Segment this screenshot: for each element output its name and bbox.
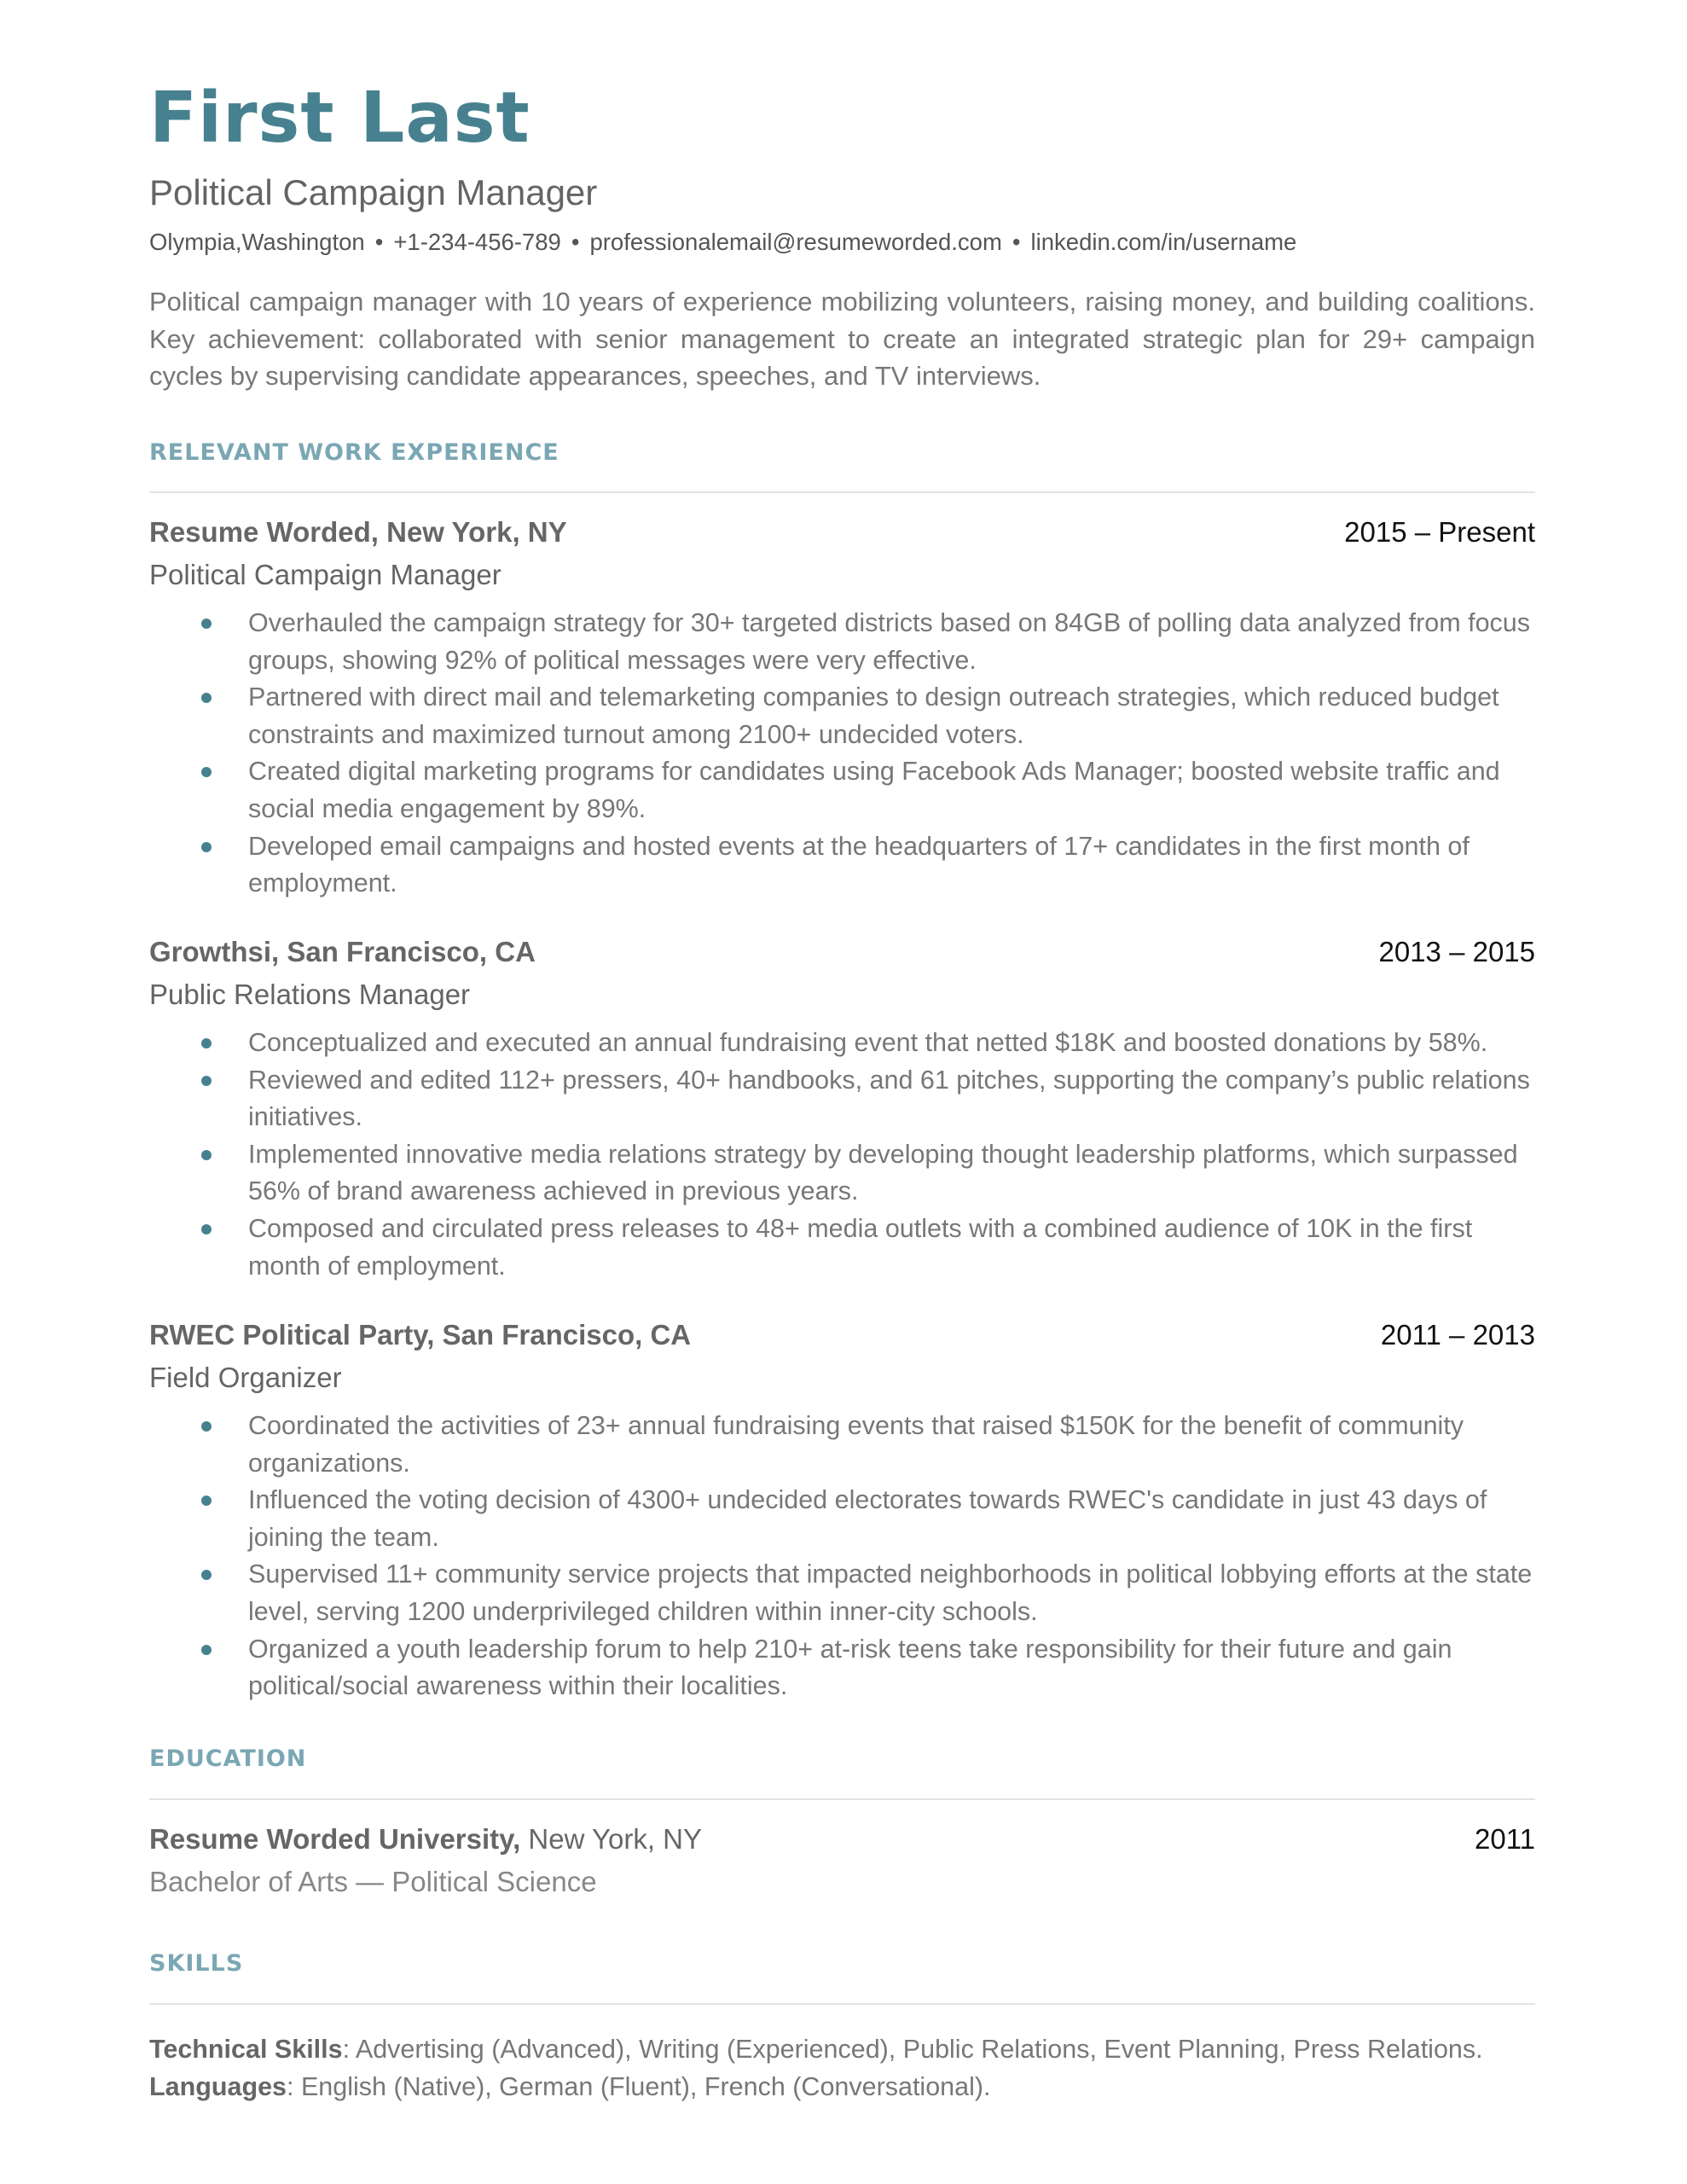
bullet-item xyxy=(149,605,1535,679)
job-header xyxy=(149,516,1535,554)
job-company: Growthsi, San Francisco, CA xyxy=(149,936,536,967)
skills-technical xyxy=(149,2030,1535,2068)
job-title: Field Organizer xyxy=(149,1362,342,1393)
separator-dot: • xyxy=(1012,229,1021,255)
job-dates: 2011 – 2013 xyxy=(1380,1319,1535,1350)
job-bullets xyxy=(149,605,1535,903)
job-dates: 2015 – Present xyxy=(1344,516,1535,548)
section-divider xyxy=(149,491,1535,493)
bullet-dot-icon xyxy=(201,1421,212,1432)
bullet-item xyxy=(149,1062,1535,1136)
separator-dot: • xyxy=(374,229,384,255)
bullet-text: Implemented innovative media relations strategy by developing thought leadership platforms, which surpassed 56% of brand awareness achieved in previous years. xyxy=(248,1139,1518,1206)
section-heading-education: EDUCATION xyxy=(149,1745,307,1772)
skills-block xyxy=(149,2030,1535,2106)
education-year: 2011 xyxy=(1475,1823,1535,1855)
bullet-text: Composed and circulated press releases to 48+ media outlets with a combined audience of 10K in the first month of employment. xyxy=(248,1213,1473,1281)
candidate-name: First Last xyxy=(149,78,530,159)
education-school-line xyxy=(149,1823,702,1856)
bullet-text: Conceptualized and executed an annual fundraising event that netted $18K and boosted donations by 58%. xyxy=(248,1028,1488,1057)
bullet-text: Coordinated the activities of 23+ annual fundraising events that raised $150K for the benefit of community organizations. xyxy=(248,1411,1464,1478)
bullet-item xyxy=(149,1025,1535,1062)
bullet-item xyxy=(149,1556,1535,1630)
contact-location: Olympia,Washington xyxy=(149,229,365,255)
bullet-item xyxy=(149,1482,1535,1556)
job-company: RWEC Political Party, San Francisco, CA xyxy=(149,1319,692,1350)
contact-email[interactable]: professionalemail@resumeworded.com xyxy=(589,229,1002,255)
bullet-text: Reviewed and edited 112+ pressers, 40+ handbooks, and 61 pitches, supporting the company’s public relations initiatives. xyxy=(248,1065,1530,1132)
job-bullets xyxy=(149,1408,1535,1705)
bullet-dot-icon xyxy=(201,1496,212,1506)
education-school: Resume Worded University, xyxy=(149,1823,521,1855)
bullet-text: Created digital marketing programs for candidates using Facebook Ads Manager; boosted website traffic and social media engagement by 89%. xyxy=(248,757,1500,823)
bullet-text: Organized a youth leadership forum to help 210+ at-risk teens take responsibility for their future and gain political/social awareness within their localities. xyxy=(248,1634,1452,1701)
job-entry xyxy=(149,936,1535,1285)
bullet-text: Developed email campaigns and hosted events at the headquarters of 17+ candidates in the first month of employment. xyxy=(248,831,1470,898)
bullet-dot-icon xyxy=(201,619,212,629)
job-dates: 2013 – 2015 xyxy=(1378,936,1535,967)
summary-paragraph: Political campaign manager with 10 years of experience mobilizing volunteers, raising money, and building coalitions. Key achievement: collaborated with senior management to create an integrated strategic plan for 29+ campaign cycles by supervising candidate appearances, speeches, and TV interviews. xyxy=(149,287,1535,392)
section-heading-experience: RELEVANT WORK EXPERIENCE xyxy=(149,439,559,466)
job-entry xyxy=(149,516,1535,903)
bullet-item xyxy=(149,1211,1535,1285)
job-header xyxy=(149,936,1535,973)
skills-languages-value: : English (Native), German (Fluent), French (Conversational). xyxy=(287,2072,991,2101)
separator-dot: • xyxy=(571,229,580,255)
education-degree: Bachelor of Arts — Political Science xyxy=(149,1866,597,1897)
bullet-item xyxy=(149,1136,1535,1211)
bullet-dot-icon xyxy=(201,1570,212,1580)
bullet-dot-icon xyxy=(201,1076,212,1086)
contact-line xyxy=(149,228,1296,256)
bullet-dot-icon xyxy=(201,1224,212,1234)
job-title: Public Relations Manager xyxy=(149,979,471,1010)
bullet-text: Partnered with direct mail and telemarketing companies to design outreach strategies, which reduced budget constraints and maximized turnout among 2100+ undecided voters. xyxy=(248,682,1499,749)
skills-technical-value: : Advertising (Advanced), Writing (Experienced), Public Relations, Event Planning, Press Relations. xyxy=(342,2035,1483,2064)
contact-linkedin[interactable]: linkedin.com/in/username xyxy=(1030,229,1297,255)
job-entry xyxy=(149,1319,1535,1705)
job-company: Resume Worded, New York, NY xyxy=(149,516,567,548)
bullet-item xyxy=(149,828,1535,903)
skills-technical-label: Technical Skills xyxy=(149,2035,343,2064)
bullet-dot-icon xyxy=(201,1645,212,1655)
section-divider xyxy=(149,2003,1535,2005)
bullet-item xyxy=(149,1408,1535,1482)
bullet-dot-icon xyxy=(201,767,212,777)
bullet-dot-icon xyxy=(201,842,212,852)
job-header xyxy=(149,1319,1535,1356)
bullet-dot-icon xyxy=(201,1150,212,1160)
job-title: Political Campaign Manager xyxy=(149,559,501,590)
section-heading-skills: SKILLS xyxy=(149,1950,244,1977)
education-entry xyxy=(149,1823,1535,1903)
skills-languages-label: Languages xyxy=(149,2072,287,2101)
education-location: New York, NY xyxy=(520,1823,703,1855)
bullet-text: Overhauled the campaign strategy for 30+ targeted districts based on 84GB of polling data analyzed from focus groups, showing 92% of political messages were very effective. xyxy=(248,608,1531,675)
bullet-text: Supervised 11+ community service projects that impacted neighborhoods in political lobbying efforts at the state level, serving 1200 underprivileged children within inner-city schools. xyxy=(248,1560,1533,1626)
contact-phone[interactable]: +1-234-456-789 xyxy=(393,229,561,255)
candidate-role: Political Campaign Manager xyxy=(149,172,598,212)
job-bullets xyxy=(149,1025,1535,1285)
section-divider xyxy=(149,1798,1535,1800)
skills-languages xyxy=(149,2068,1535,2106)
bullet-item xyxy=(149,679,1535,753)
bullet-item xyxy=(149,753,1535,828)
bullet-dot-icon xyxy=(201,1038,212,1048)
education-header xyxy=(149,1823,1535,1861)
bullet-dot-icon xyxy=(201,693,212,703)
bullet-text: Influenced the voting decision of 4300+ undecided electorates towards RWEC's candidate in just 43 days of joining the team. xyxy=(248,1485,1487,1552)
bullet-item xyxy=(149,1631,1535,1705)
